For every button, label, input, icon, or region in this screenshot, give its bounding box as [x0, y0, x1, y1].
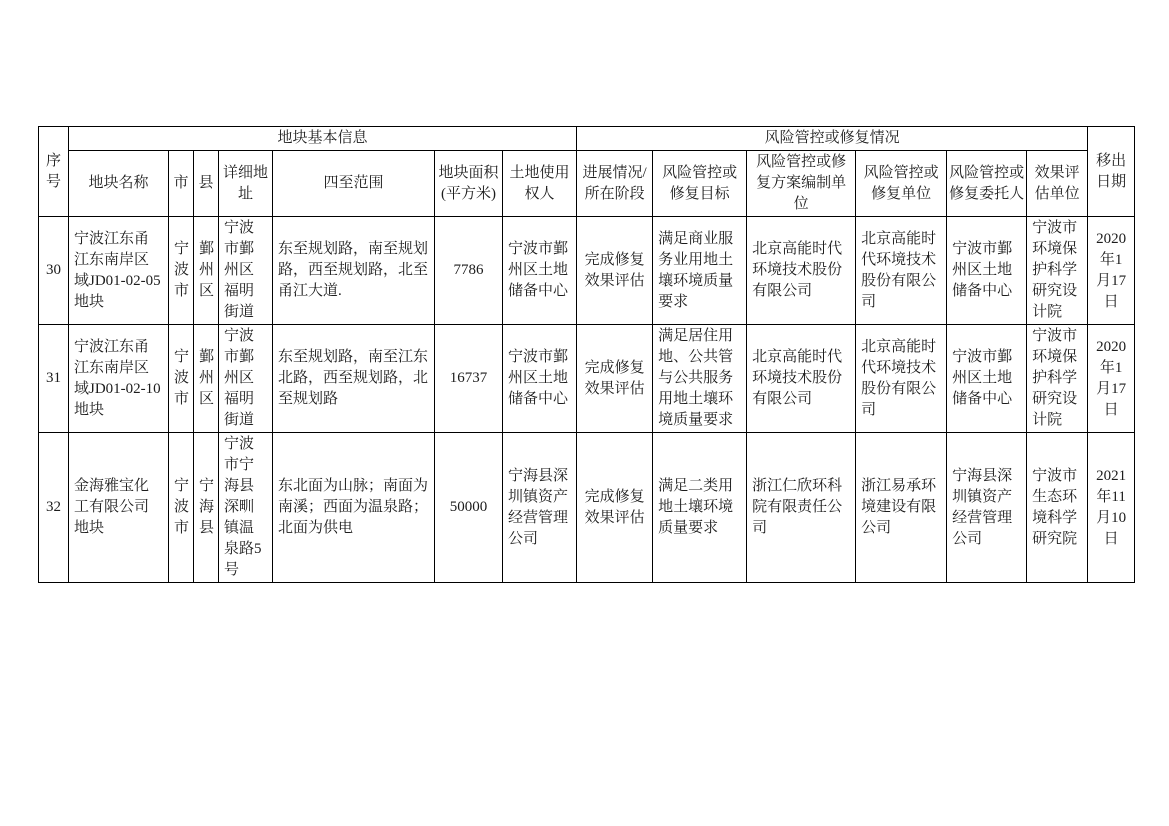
- cell-repair-unit: 北京高能时代环境技术股份有限公司: [856, 217, 947, 325]
- cell-client: 宁海县深圳镇资产经营管理公司: [947, 433, 1027, 583]
- col-header-area: 地块面积(平方米): [435, 151, 503, 217]
- col-header-parcel-name: 地块名称: [69, 151, 169, 217]
- col-header-plan-unit: 风险管控或修复方案编制单位: [747, 151, 856, 217]
- col-header-assess-unit: 效果评估单位: [1027, 151, 1088, 217]
- cell-seq: 32: [39, 433, 69, 583]
- col-header-repair-unit: 风险管控或修复单位: [856, 151, 947, 217]
- group-header-risk-remediation: 风险管控或修复情况: [577, 127, 1088, 151]
- col-header-moveout-date: 移出日期: [1088, 127, 1135, 217]
- cell-county: 鄞州区: [194, 325, 219, 433]
- table-row: [39, 433, 1135, 583]
- col-header-target: 风险管控或修复目标: [653, 151, 747, 217]
- cell-boundary: 东至规划路，南至江东北路，西至规划路，北至规划路: [273, 325, 435, 433]
- cell-target: 满足二类用地土壤环境质量要求: [653, 433, 747, 583]
- table-row: [39, 217, 1135, 325]
- cell-client: 宁波市鄞州区土地储备中心: [947, 325, 1027, 433]
- cell-parcel-name: 宁波江东甬江东南岸区域JD01-02-10地块: [69, 325, 169, 433]
- cell-repair-unit: 浙江易承环境建设有限公司: [856, 433, 947, 583]
- cell-area: 7786: [435, 217, 503, 325]
- group-header-basic-info: 地块基本信息: [69, 127, 577, 151]
- cell-repair-unit: 北京高能时代环境技术股份有限公司: [856, 325, 947, 433]
- cell-county: 宁海县: [194, 433, 219, 583]
- cell-area: 16737: [435, 325, 503, 433]
- cell-city: 宁波市: [169, 433, 194, 583]
- cell-seq: 31: [39, 325, 69, 433]
- col-header-seq: 序号: [39, 127, 69, 217]
- parcel-table: [38, 126, 1135, 583]
- table-group-header-row: [39, 127, 1135, 151]
- table-row: [39, 325, 1135, 433]
- cell-land-user: 宁海县深圳镇资产经营管理公司: [503, 433, 577, 583]
- col-header-boundary: 四至范围: [273, 151, 435, 217]
- cell-stage: 完成修复效果评估: [577, 217, 653, 325]
- cell-boundary: 东北面为山脉；南面为南溪；西面为温泉路；北面为供电: [273, 433, 435, 583]
- cell-address: 宁波市宁海县深甽镇温泉路5号: [219, 433, 273, 583]
- cell-stage: 完成修复效果评估: [577, 325, 653, 433]
- cell-city: 宁波市: [169, 217, 194, 325]
- cell-client: 宁波市鄞州区土地储备中心: [947, 217, 1027, 325]
- col-header-stage: 进展情况/所在阶段: [577, 151, 653, 217]
- cell-assess-unit: 宁波市生态环境科学研究院: [1027, 433, 1088, 583]
- col-header-city: 市: [169, 151, 194, 217]
- cell-target: 满足商业服务业用地土壤环境质量要求: [653, 217, 747, 325]
- col-header-land-user: 土地使用权人: [503, 151, 577, 217]
- cell-address: 宁波市鄞州区福明街道: [219, 325, 273, 433]
- cell-county: 鄞州区: [194, 217, 219, 325]
- cell-land-user: 宁波市鄞州区土地储备中心: [503, 325, 577, 433]
- cell-assess-unit: 宁波市环境保护科学研究设计院: [1027, 325, 1088, 433]
- cell-land-user: 宁波市鄞州区土地储备中心: [503, 217, 577, 325]
- cell-stage: 完成修复效果评估: [577, 433, 653, 583]
- cell-plan-unit: 浙江仁欣环科院有限责任公司: [747, 433, 856, 583]
- cell-seq: 30: [39, 217, 69, 325]
- col-header-address: 详细地址: [219, 151, 273, 217]
- cell-area: 50000: [435, 433, 503, 583]
- cell-city: 宁波市: [169, 325, 194, 433]
- cell-target: 满足居住用地、公共管与公共服务用地土壤环境质量要求: [653, 325, 747, 433]
- cell-parcel-name: 金海雅宝化工有限公司地块: [69, 433, 169, 583]
- table-subheader-row: [39, 151, 1135, 217]
- cell-assess-unit: 宁波市环境保护科学研究设计院: [1027, 217, 1088, 325]
- cell-moveout-date: 2020年1月17日: [1088, 217, 1135, 325]
- cell-moveout-date: 2021年11月10日: [1088, 433, 1135, 583]
- cell-plan-unit: 北京高能时代环境技术股份有限公司: [747, 325, 856, 433]
- col-header-client: 风险管控或修复委托人: [947, 151, 1027, 217]
- cell-moveout-date: 2020年1月17日: [1088, 325, 1135, 433]
- cell-boundary: 东至规划路，南至规划路，西至规划路，北至甬江大道.: [273, 217, 435, 325]
- cell-plan-unit: 北京高能时代环境技术股份有限公司: [747, 217, 856, 325]
- cell-address: 宁波市鄞州区福明街道: [219, 217, 273, 325]
- col-header-county: 县: [194, 151, 219, 217]
- cell-parcel-name: 宁波江东甬江东南岸区域JD01-02-05地块: [69, 217, 169, 325]
